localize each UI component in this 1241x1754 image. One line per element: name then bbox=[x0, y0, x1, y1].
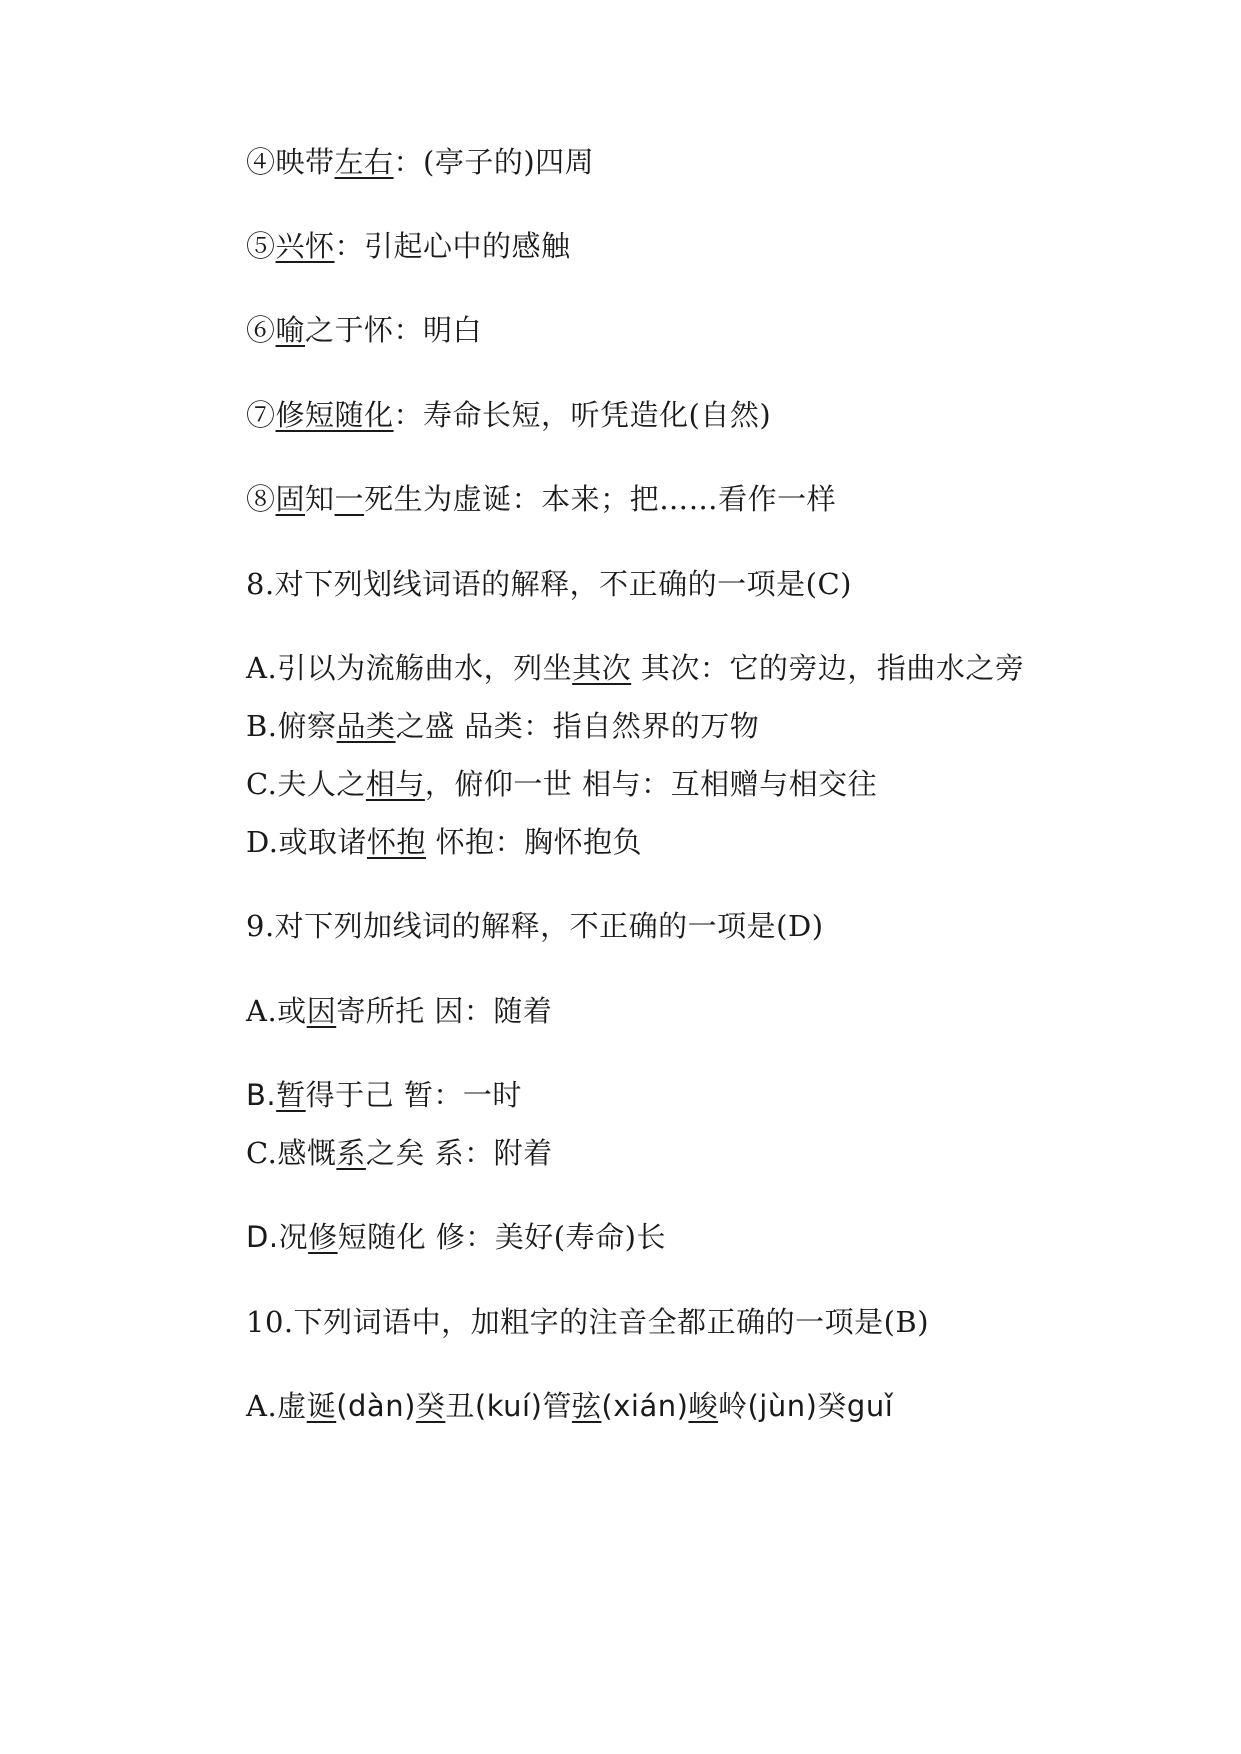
word-text: 岭 bbox=[717, 1389, 748, 1423]
option-explanation: 寄所托 因：随着 bbox=[336, 994, 553, 1028]
option-label: C. bbox=[246, 767, 278, 801]
option-explanation: 短随化 修：美好(寿命)长 bbox=[337, 1220, 666, 1254]
q9-option-b bbox=[246, 1075, 522, 1115]
underlined-word: 暂 bbox=[276, 1078, 306, 1112]
option-explanation: ，俯仰一世 相与：互相赠与相交往 bbox=[424, 767, 878, 801]
option-text: 况 bbox=[278, 1220, 309, 1254]
note-number: ④ bbox=[246, 145, 276, 179]
note-number: ⑥ bbox=[246, 313, 276, 347]
option-explanation: 其次：它的旁边，指曲水之旁 bbox=[631, 651, 1025, 685]
q8-option-b bbox=[246, 706, 759, 746]
option-label: D. bbox=[246, 1220, 279, 1254]
question-10-stem: 10.下列词语中，加粗字的注音全都正确的一项是(B) bbox=[246, 1305, 930, 1339]
note-text: 之于怀 bbox=[305, 313, 394, 347]
option-label: A. bbox=[246, 994, 278, 1028]
option-label: B. bbox=[246, 1078, 277, 1112]
option-text: 引以为流觞曲水，列坐 bbox=[277, 651, 573, 685]
question-9-stem: 9.对下列加线词的解释，不正确的一项是(D) bbox=[246, 909, 824, 943]
note-number: ⑧ bbox=[246, 482, 276, 516]
note-text: 知 bbox=[305, 482, 335, 516]
underlined-word: 兴怀 bbox=[275, 229, 335, 263]
note-5 bbox=[246, 226, 571, 266]
note-explanation: ：明白 bbox=[393, 313, 483, 347]
underlined-word: 癸 bbox=[415, 1389, 446, 1423]
option-text: 夫人之 bbox=[277, 767, 366, 801]
note-7 bbox=[246, 395, 771, 435]
underlined-word: 修 bbox=[308, 1220, 338, 1254]
note-explanation: ：(亭子的)四周 bbox=[393, 145, 595, 179]
note-text: 映带 bbox=[275, 145, 335, 179]
underlined-word: 弦 bbox=[571, 1389, 602, 1423]
option-text: 感慨 bbox=[277, 1136, 337, 1170]
pinyin: (xián) bbox=[601, 1389, 689, 1423]
pinyin: (dàn) bbox=[336, 1389, 416, 1423]
q9-option-c bbox=[246, 1133, 553, 1173]
underlined-word: 怀抱 bbox=[366, 825, 426, 859]
pinyin: (jùn) bbox=[747, 1389, 818, 1423]
option-explanation: 怀抱：胸怀抱负 bbox=[425, 825, 643, 859]
question-8-stem: 8.对下列划线词语的解释，不正确的一项是(C) bbox=[246, 567, 852, 601]
underlined-word: 因 bbox=[306, 994, 337, 1028]
pinyin: (kuí) bbox=[474, 1389, 543, 1423]
note-explanation: ：寿命长短，听凭造化(自然) bbox=[393, 398, 772, 432]
note-explanation: 死生为虚诞：本来；把……看作一样 bbox=[364, 482, 837, 516]
option-text: 或 bbox=[277, 994, 307, 1028]
word-text: 管 bbox=[542, 1389, 572, 1423]
option-explanation: 之矣 系：附着 bbox=[365, 1136, 553, 1170]
q8-option-c bbox=[246, 764, 877, 804]
note-4 bbox=[246, 142, 594, 182]
q8-option-d bbox=[246, 822, 642, 862]
underlined-word: 修短随化 bbox=[275, 398, 394, 432]
note-number: ⑤ bbox=[246, 229, 276, 263]
underlined-word: 左右 bbox=[334, 145, 394, 179]
option-label: D. bbox=[246, 825, 279, 859]
underlined-word: 喻 bbox=[275, 313, 306, 347]
underlined-word: 系 bbox=[336, 1136, 366, 1170]
note-number: ⑦ bbox=[246, 398, 276, 432]
q9-option-a bbox=[246, 991, 552, 1031]
q10-option-a bbox=[246, 1386, 893, 1426]
option-explanation: 之盛 品类：指自然界的万物 bbox=[395, 709, 760, 743]
underlined-word: 诞 bbox=[306, 1389, 337, 1423]
option-text: 或取诸 bbox=[278, 825, 367, 859]
word-text: 丑 bbox=[445, 1389, 475, 1423]
option-text: 俯察 bbox=[277, 709, 337, 743]
option-explanation: 得于己 暂：一时 bbox=[305, 1078, 522, 1112]
word-text: 虚 bbox=[277, 1389, 307, 1423]
q9-option-d bbox=[246, 1217, 666, 1257]
option-label: C. bbox=[246, 1136, 278, 1170]
underlined-word: 峻 bbox=[688, 1389, 718, 1423]
note-6 bbox=[246, 310, 482, 350]
underlined-word: 相与 bbox=[365, 767, 425, 801]
note-8 bbox=[246, 479, 836, 519]
underlined-word: 其次 bbox=[572, 651, 632, 685]
option-label: A. bbox=[246, 651, 278, 685]
note-explanation: ：引起心中的感触 bbox=[334, 229, 571, 263]
underlined-word: 一 bbox=[334, 482, 365, 516]
underlined-word: 固 bbox=[275, 482, 306, 516]
underlined-word: 品类 bbox=[336, 709, 396, 743]
option-label: A. bbox=[246, 1389, 278, 1423]
q8-option-a bbox=[246, 648, 1024, 688]
option-label: B. bbox=[246, 709, 278, 743]
pinyin-tail: 癸guǐ bbox=[817, 1389, 894, 1423]
